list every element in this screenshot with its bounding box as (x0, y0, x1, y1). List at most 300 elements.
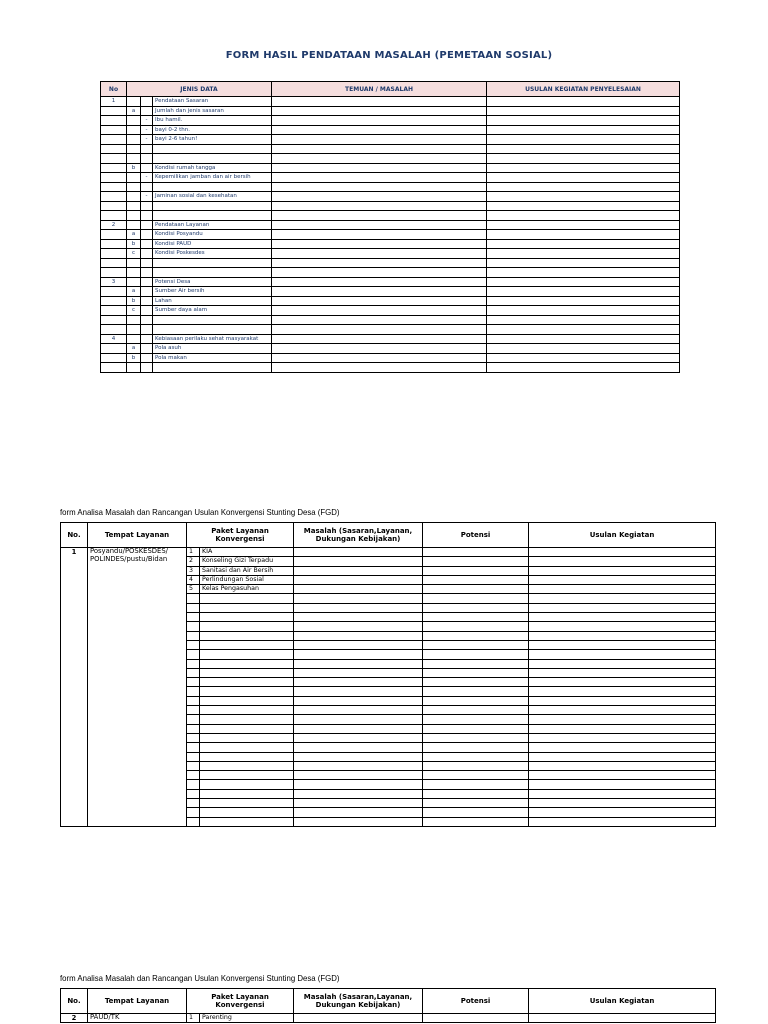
cell-no (101, 325, 127, 335)
cell-paket-label (200, 752, 294, 761)
cell-dash (141, 353, 153, 363)
cell-usulan[interactable] (487, 230, 680, 240)
header-masalah: Masalah (Sasaran,Layanan, Dukungan Kebijakan) (294, 989, 423, 1014)
cell-masalah[interactable] (294, 585, 423, 594)
cell-sub (127, 334, 141, 344)
cell-sub (127, 97, 141, 107)
cell-paket-label (200, 640, 294, 649)
table-row (101, 249, 680, 259)
cell-usulan-kegiatan[interactable] (529, 752, 716, 761)
cell-temuan[interactable] (272, 325, 487, 335)
cell-potensi[interactable] (423, 799, 529, 808)
cell-temuan[interactable] (272, 315, 487, 325)
cell-paket-number (187, 724, 200, 733)
cell-usulan[interactable] (487, 192, 680, 202)
cell-masalah[interactable] (294, 687, 423, 696)
cell-masalah[interactable] (294, 771, 423, 780)
cell-jenis-data (153, 201, 272, 211)
cell-usulan[interactable] (487, 154, 680, 164)
cell-usulan[interactable] (487, 144, 680, 154)
fgd-table-1 (60, 522, 716, 827)
cell-masalah[interactable] (294, 715, 423, 724)
cell-jenis-data (153, 325, 272, 335)
cell-usulan[interactable] (487, 287, 680, 297)
cell-paket-number (187, 733, 200, 742)
cell-usulan[interactable] (487, 277, 680, 287)
cell-usulan-kegiatan[interactable] (529, 603, 716, 612)
cell-paket-number (187, 640, 200, 649)
cell-dash (141, 296, 153, 306)
cell-sub: a (127, 287, 141, 297)
table-row (101, 116, 680, 126)
cell-sub (127, 173, 141, 183)
cell-no (101, 306, 127, 316)
cell-masalah[interactable] (294, 594, 423, 603)
cell-no (101, 116, 127, 126)
table-row (101, 125, 680, 135)
cell-paket-label (200, 733, 294, 742)
table-row (101, 154, 680, 164)
table-row (61, 1014, 716, 1023)
fgd-table-2 (60, 988, 716, 1023)
table-row (101, 211, 680, 221)
cell-sub (127, 325, 141, 335)
cell-potensi[interactable] (423, 724, 529, 733)
cell-masalah[interactable] (294, 817, 423, 826)
cell-paket-label (200, 706, 294, 715)
cell-no (101, 268, 127, 278)
cell-potensi[interactable] (423, 566, 529, 575)
cell-dash (141, 344, 153, 354)
cell-temuan[interactable] (272, 163, 487, 173)
cell-usulan[interactable] (487, 268, 680, 278)
cell-masalah[interactable] (294, 752, 423, 761)
cell-usulan-kegiatan[interactable] (529, 743, 716, 752)
cell-usulan-kegiatan[interactable] (529, 789, 716, 798)
cell-potensi[interactable] (423, 668, 529, 677)
cell-no (101, 211, 127, 221)
header-potensi: Potensi (423, 523, 529, 548)
cell-no (101, 192, 127, 202)
cell-potensi[interactable] (423, 650, 529, 659)
cell-jenis-data: Sumber daya alam (153, 306, 272, 316)
header-paket-layanan: Paket Layanan Konvergensi (187, 989, 294, 1014)
cell-temuan[interactable] (272, 97, 487, 107)
cell-usulan-kegiatan[interactable] (529, 808, 716, 817)
cell-usulan-kegiatan[interactable] (529, 659, 716, 668)
cell-sub (127, 363, 141, 373)
cell-temuan[interactable] (272, 334, 487, 344)
table-row (61, 548, 716, 557)
cell-masalah[interactable] (294, 566, 423, 575)
cell-dash (141, 163, 153, 173)
cell-temuan[interactable] (272, 201, 487, 211)
cell-dash (141, 258, 153, 268)
cell-sub: c (127, 249, 141, 259)
cell-jenis-data (153, 211, 272, 221)
cell-paket-label (200, 817, 294, 826)
cell-usulan-kegiatan[interactable] (529, 799, 716, 808)
cell-masalah[interactable] (294, 659, 423, 668)
cell-usulan-kegiatan[interactable] (529, 640, 716, 649)
cell-temuan[interactable] (272, 144, 487, 154)
cell-paket-number: 3 (187, 566, 200, 575)
table-row (101, 268, 680, 278)
cell-usulan-kegiatan[interactable] (529, 724, 716, 733)
cell-masalah[interactable] (294, 1014, 423, 1023)
cell-jenis-data: Jaminan sosial dan kesehatan (153, 192, 272, 202)
cell-paket-label (200, 799, 294, 808)
cell-usulan[interactable] (487, 97, 680, 107)
cell-paket-number: 1 (187, 548, 200, 557)
cell-potensi[interactable] (423, 771, 529, 780)
cell-temuan[interactable] (272, 182, 487, 192)
cell-temuan[interactable] (272, 230, 487, 240)
cell-paket-number (187, 631, 200, 640)
cell-usulan-kegiatan[interactable] (529, 668, 716, 677)
cell-sub (127, 220, 141, 230)
cell-paket-label (200, 631, 294, 640)
cell-masalah[interactable] (294, 799, 423, 808)
cell-masalah[interactable] (294, 557, 423, 566)
cell-masalah[interactable] (294, 733, 423, 742)
cell-masalah[interactable] (294, 789, 423, 798)
cell-usulan-kegiatan[interactable] (529, 780, 716, 789)
cell-usulan-kegiatan[interactable] (529, 715, 716, 724)
cell-jenis-data (153, 315, 272, 325)
cell-potensi[interactable] (423, 715, 529, 724)
cell-usulan[interactable] (487, 353, 680, 363)
cell-potensi[interactable] (423, 640, 529, 649)
cell-usulan-kegiatan[interactable] (529, 594, 716, 603)
cell-sub (127, 144, 141, 154)
cell-paket-label (200, 715, 294, 724)
cell-no (101, 135, 127, 145)
cell-paket-label (200, 771, 294, 780)
cell-sub (127, 258, 141, 268)
cell-usulan[interactable] (487, 363, 680, 373)
cell-temuan[interactable] (272, 239, 487, 249)
cell-no (101, 353, 127, 363)
cell-usulan-kegiatan[interactable] (529, 771, 716, 780)
cell-temuan[interactable] (272, 220, 487, 230)
cell-potensi[interactable] (423, 613, 529, 622)
cell-potensi[interactable] (423, 733, 529, 742)
cell-potensi[interactable] (423, 631, 529, 640)
cell-jenis-data: Kondisi Poskesdes (153, 249, 272, 259)
cell-dash (141, 277, 153, 287)
cell-sub: b (127, 239, 141, 249)
cell-usulan[interactable] (487, 163, 680, 173)
cell-sub: c (127, 306, 141, 316)
cell-masalah[interactable] (294, 631, 423, 640)
cell-potensi[interactable] (423, 780, 529, 789)
cell-usulan[interactable] (487, 296, 680, 306)
cell-masalah[interactable] (294, 622, 423, 631)
cell-paket-label: Kelas Pengasuhan (200, 585, 294, 594)
cell-paket-label (200, 613, 294, 622)
cell-usulan[interactable] (487, 306, 680, 316)
cell-usulan[interactable] (487, 211, 680, 221)
cell-jenis-data: Kondisi rumah tangga (153, 163, 272, 173)
cell-dash: - (141, 173, 153, 183)
cell-paket-number (187, 780, 200, 789)
cell-usulan-kegiatan[interactable] (529, 622, 716, 631)
cell-masalah[interactable] (294, 650, 423, 659)
cell-potensi[interactable] (423, 603, 529, 612)
cell-masalah[interactable] (294, 575, 423, 584)
cell-potensi[interactable] (423, 808, 529, 817)
cell-temuan[interactable] (272, 296, 487, 306)
cell-paket-number (187, 613, 200, 622)
cell-dash: - (141, 135, 153, 145)
cell-jenis-data (153, 268, 272, 278)
cell-paket-number (187, 650, 200, 659)
cell-potensi[interactable] (423, 659, 529, 668)
header-potensi: Potensi (423, 989, 529, 1014)
cell-usulan[interactable] (487, 106, 680, 116)
cell-paket-number (187, 799, 200, 808)
table-row (101, 97, 680, 107)
header-usulan-kegiatan: Usulan Kegiatan (529, 523, 716, 548)
cell-paket-number (187, 678, 200, 687)
cell-temuan[interactable] (272, 211, 487, 221)
cell-sub (127, 201, 141, 211)
cell-masalah[interactable] (294, 548, 423, 557)
cell-paket-number (187, 752, 200, 761)
cell-no: 1 (101, 97, 127, 107)
cell-masalah[interactable] (294, 808, 423, 817)
cell-temuan[interactable] (272, 363, 487, 373)
cell-jenis-data: Potensi Desa (153, 277, 272, 287)
cell-dash (141, 97, 153, 107)
cell-masalah[interactable] (294, 640, 423, 649)
cell-usulan-kegiatan[interactable] (529, 687, 716, 696)
cell-sub (127, 277, 141, 287)
cell-temuan[interactable] (272, 268, 487, 278)
table-row (101, 201, 680, 211)
cell-usulan[interactable] (487, 239, 680, 249)
cell-potensi[interactable] (423, 548, 529, 557)
cell-temuan[interactable] (272, 277, 487, 287)
table-row (101, 325, 680, 335)
cell-temuan[interactable] (272, 116, 487, 126)
cell-paket-label (200, 659, 294, 668)
cell-masalah[interactable] (294, 724, 423, 733)
cell-usulan-kegiatan[interactable] (529, 678, 716, 687)
cell-temuan[interactable] (272, 106, 487, 116)
cell-sub: b (127, 296, 141, 306)
cell-potensi[interactable] (423, 696, 529, 705)
cell-usulan-kegiatan[interactable] (529, 696, 716, 705)
cell-no (101, 144, 127, 154)
table-row (101, 277, 680, 287)
cell-potensi[interactable] (423, 706, 529, 715)
cell-dash (141, 315, 153, 325)
cell-usulan[interactable] (487, 258, 680, 268)
cell-potensi[interactable] (423, 761, 529, 770)
cell-temuan[interactable] (272, 192, 487, 202)
cell-paket-label (200, 650, 294, 659)
cell-dash: - (141, 125, 153, 135)
table-row (101, 106, 680, 116)
cell-potensi[interactable] (423, 817, 529, 826)
cell-jenis-data: Sumber Air bersih (153, 287, 272, 297)
cell-jenis-data: Kondisi PAUD (153, 239, 272, 249)
table-row (101, 296, 680, 306)
cell-sub (127, 125, 141, 135)
cell-sub: b (127, 353, 141, 363)
cell-sub (127, 268, 141, 278)
cell-usulan[interactable] (487, 220, 680, 230)
cell-potensi[interactable] (423, 1014, 529, 1023)
cell-paket-label (200, 622, 294, 631)
cell-no (101, 363, 127, 373)
cell-usulan[interactable] (487, 344, 680, 354)
cell-usulan-kegiatan[interactable] (529, 557, 716, 566)
cell-paket-label: Sanitasi dan Air Bersih (200, 566, 294, 575)
cell-paket-number (187, 789, 200, 798)
cell-paket-label (200, 743, 294, 752)
cell-no (101, 296, 127, 306)
cell-potensi[interactable] (423, 622, 529, 631)
cell-potensi[interactable] (423, 557, 529, 566)
cell-no (101, 173, 127, 183)
table-row (101, 144, 680, 154)
cell-dash (141, 106, 153, 116)
cell-potensi[interactable] (423, 678, 529, 687)
cell-usulan-kegiatan[interactable] (529, 761, 716, 770)
cell-usulan-kegiatan[interactable] (529, 585, 716, 594)
cell-temuan[interactable] (272, 154, 487, 164)
cell-potensi[interactable] (423, 585, 529, 594)
cell-no (101, 182, 127, 192)
cell-potensi[interactable] (423, 789, 529, 798)
cell-paket-number (187, 696, 200, 705)
cell-jenis-data: Kondisi Posyandu (153, 230, 272, 240)
cell-usulan-kegiatan[interactable] (529, 575, 716, 584)
cell-jenis-data: bayi 2-6 tahun! (153, 135, 272, 145)
cell-no (101, 125, 127, 135)
cell-usulan-kegiatan[interactable] (529, 548, 716, 557)
table-row (101, 239, 680, 249)
cell-jenis-data (153, 154, 272, 164)
cell-paket-number (187, 622, 200, 631)
cell-temuan[interactable] (272, 173, 487, 183)
cell-sub (127, 182, 141, 192)
cell-potensi[interactable] (423, 594, 529, 603)
cell-usulan-kegiatan[interactable] (529, 733, 716, 742)
cell-no: 3 (101, 277, 127, 287)
cell-paket-number (187, 771, 200, 780)
cell-usulan[interactable] (487, 182, 680, 192)
cell-usulan[interactable] (487, 325, 680, 335)
cell-temuan[interactable] (272, 306, 487, 316)
cell-usulan-kegiatan[interactable] (529, 613, 716, 622)
cell-sub (127, 116, 141, 126)
cell-paket-label (200, 808, 294, 817)
cell-no (101, 201, 127, 211)
cell-usulan[interactable] (487, 249, 680, 259)
table-row (101, 258, 680, 268)
cell-paket-number (187, 687, 200, 696)
cell-paket-number (187, 594, 200, 603)
cell-jenis-data: Pendataan Layanan (153, 220, 272, 230)
cell-potensi[interactable] (423, 687, 529, 696)
cell-masalah[interactable] (294, 761, 423, 770)
cell-temuan[interactable] (272, 135, 487, 145)
cell-dash (141, 325, 153, 335)
cell-usulan[interactable] (487, 135, 680, 145)
cell-no (101, 258, 127, 268)
cell-usulan-kegiatan[interactable] (529, 650, 716, 659)
cell-potensi[interactable] (423, 743, 529, 752)
cell-usulan-kegiatan[interactable] (529, 566, 716, 575)
cell-dash (141, 144, 153, 154)
table-header-row (61, 523, 716, 548)
cell-temuan[interactable] (272, 249, 487, 259)
cell-masalah[interactable] (294, 780, 423, 789)
cell-paket-label (200, 696, 294, 705)
cell-masalah[interactable] (294, 603, 423, 612)
cell-usulan-kegiatan[interactable] (529, 706, 716, 715)
table-row (101, 163, 680, 173)
cell-masalah[interactable] (294, 743, 423, 752)
cell-usulan[interactable] (487, 116, 680, 126)
cell-no (101, 239, 127, 249)
cell-paket-number (187, 706, 200, 715)
cell-usulan[interactable] (487, 125, 680, 135)
cell-temuan[interactable] (272, 125, 487, 135)
cell-usulan-kegiatan[interactable] (529, 1014, 716, 1023)
cell-temuan[interactable] (272, 287, 487, 297)
cell-dash (141, 182, 153, 192)
cell-sub (127, 135, 141, 145)
cell-potensi[interactable] (423, 575, 529, 584)
table-row (101, 344, 680, 354)
cell-dash (141, 306, 153, 316)
cell-usulan[interactable] (487, 201, 680, 211)
cell-masalah[interactable] (294, 706, 423, 715)
cell-no (101, 106, 127, 116)
cell-paket-label: Parenting (200, 1014, 294, 1023)
table-row (101, 173, 680, 183)
cell-masalah[interactable] (294, 678, 423, 687)
cell-usulan[interactable] (487, 334, 680, 344)
cell-temuan[interactable] (272, 258, 487, 268)
table-row (101, 220, 680, 230)
form3-title: form Analisa Masalah dan Rancangan Usulan Konvergensi Stunting Desa (FGD) (60, 973, 340, 983)
cell-masalah[interactable] (294, 668, 423, 677)
table-row (101, 230, 680, 240)
cell-paket-number (187, 817, 200, 826)
header-masalah: Masalah (Sasaran,Layanan, Dukungan Kebijakan) (294, 523, 423, 548)
cell-paket-number: 1 (187, 1014, 200, 1023)
cell-jenis-data: Kebiasaan perilaku sehat masyarakat (153, 334, 272, 344)
cell-jenis-data (153, 182, 272, 192)
cell-temuan[interactable] (272, 344, 487, 354)
cell-usulan[interactable] (487, 173, 680, 183)
cell-temuan[interactable] (272, 353, 487, 363)
cell-usulan-kegiatan[interactable] (529, 631, 716, 640)
cell-usulan[interactable] (487, 315, 680, 325)
cell-potensi[interactable] (423, 752, 529, 761)
header-jenis-data: JENIS DATA (127, 82, 272, 97)
cell-no: 2 (101, 220, 127, 230)
cell-usulan-kegiatan[interactable] (529, 817, 716, 826)
cell-masalah[interactable] (294, 696, 423, 705)
cell-masalah[interactable] (294, 613, 423, 622)
